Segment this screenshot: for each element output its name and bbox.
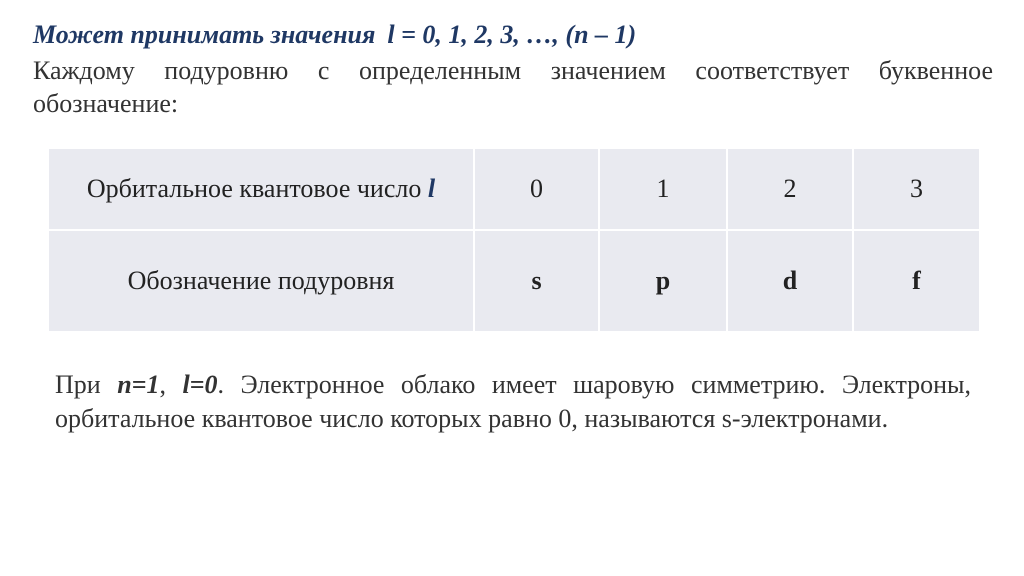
heading-prefix: Может принимать значения bbox=[33, 20, 376, 49]
orbital-number-label-cell bbox=[48, 148, 474, 230]
table-cell: 2 bbox=[727, 148, 853, 230]
heading bbox=[33, 20, 636, 50]
table-row-orbital-number bbox=[48, 148, 980, 230]
para-sep: , bbox=[159, 370, 166, 399]
table-cell: 1 bbox=[599, 148, 727, 230]
table-row-sublevel-symbol bbox=[48, 230, 980, 332]
heading-values: l = 0, 1, 2, 3, …, (n – 1) bbox=[387, 20, 637, 49]
intro-text: Каждому подуровню с определенным значением соответствует буквенное обозначение: bbox=[33, 56, 993, 118]
sublevel-table bbox=[47, 147, 981, 333]
table-cell: s bbox=[474, 230, 599, 332]
explanation-paragraph bbox=[55, 368, 971, 436]
orbital-number-symbol: l bbox=[427, 174, 436, 203]
orbital-number-label: Орбитальное квантовое число bbox=[86, 174, 422, 203]
table-cell: d bbox=[727, 230, 853, 332]
para-lead: При bbox=[55, 370, 101, 399]
table-cell: 3 bbox=[853, 148, 980, 230]
para-rest: . Электронное облако имеет шаровую симметрию. Электроны, орбитальное квантовое число которых равно 0, называются s-электронами. bbox=[55, 370, 972, 433]
table-cell: 0 bbox=[474, 148, 599, 230]
para-l-value: l=0 bbox=[182, 370, 218, 399]
table-cell: f bbox=[853, 230, 980, 332]
table-cell: p bbox=[599, 230, 727, 332]
para-n-value: n=1 bbox=[117, 370, 160, 399]
sublevel-label: Обозначение подуровня bbox=[48, 230, 474, 332]
